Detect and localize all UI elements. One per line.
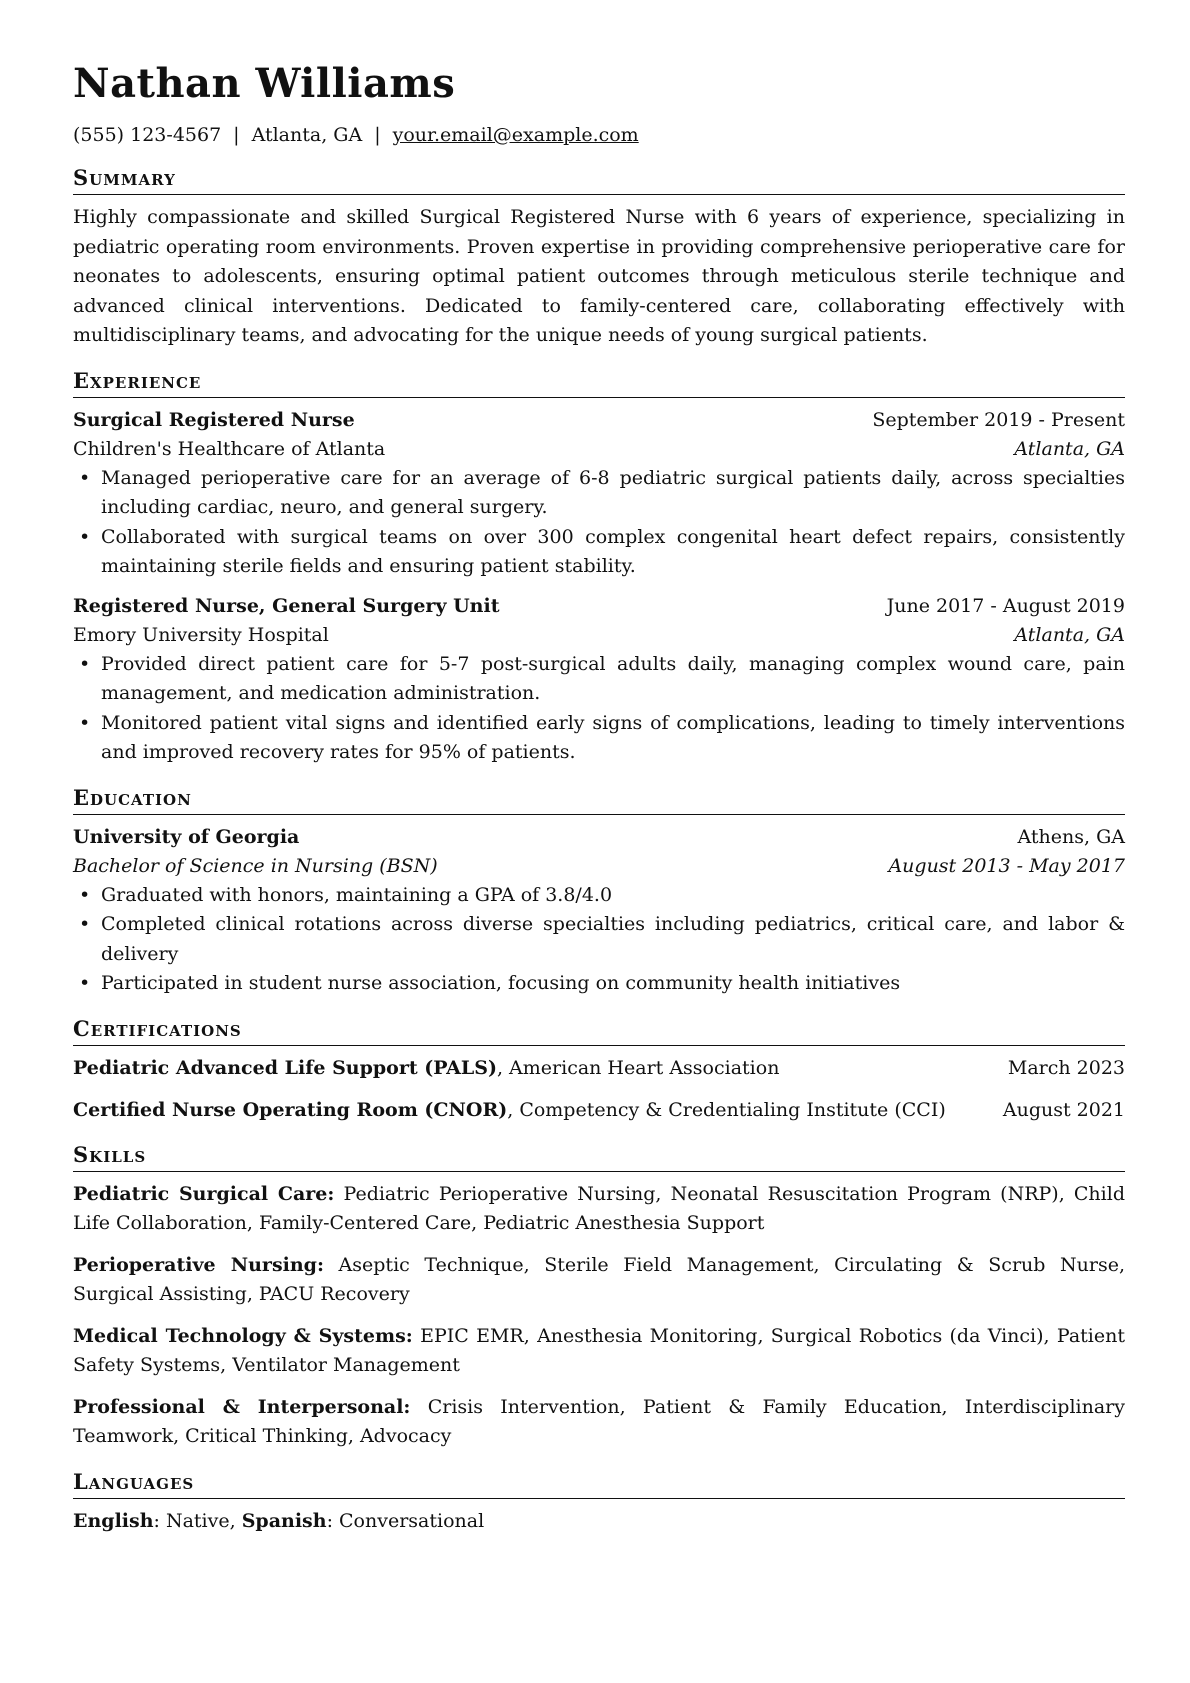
- bullet-icon: •: [79, 466, 91, 489]
- skills-heading: Skills: [73, 1139, 1125, 1172]
- job-title-row: [73, 592, 1125, 621]
- language-name: Spanish: [241, 1509, 327, 1532]
- bullet-icon: •: [79, 883, 91, 906]
- email-link[interactable]: your.email@example.com: [392, 124, 639, 146]
- phone-number: (555) 123-4567: [73, 124, 222, 146]
- list-item: • Managed perioperative care for an average of 6-8 pediatric surgical patients daily, across specialties including cardiac, neuro, and general surgery.: [73, 464, 1125, 523]
- skill-group-text: EPIC EMR, Anesthesia Monitoring, Surgical Robotics (da Vinci), Patient Safety Systems, Ventilator Management: [73, 1324, 1125, 1376]
- degree-dates: August 2013 - May 2017: [888, 854, 1125, 877]
- bullet-icon: •: [79, 913, 91, 935]
- skill-group-label: Perioperative Nursing:: [73, 1253, 324, 1276]
- job-entry: [73, 406, 1125, 582]
- list-item: • Collaborated with surgical teams on over 300 complex congenital heart defect repairs, consistently maintaining sterile fields and ensuring patient stability.: [73, 523, 1125, 582]
- summary-text: Highly compassionate and skilled Surgical Registered Nurse with 6 years of experience, specializing in pediatric operating room environments. Proven expertise in providing comprehensive perioperative care for neonates to adolescents, ensuring optimal patient outcomes through meticulous sterile technique and advanced clinical interventions. Dedicated to family-centered care, collaborating effectively with multidisciplinary teams, and advocating for the unique needs of young surgical patients.: [73, 206, 1125, 346]
- school-location: Athens, GA: [1017, 825, 1125, 848]
- bullet-icon: •: [79, 711, 91, 734]
- candidate-name: Nathan Williams: [73, 60, 456, 107]
- job-title-row: [73, 406, 1125, 435]
- languages-heading: Languages: [73, 1466, 1125, 1499]
- certification-item: [73, 1054, 1125, 1083]
- list-item: • Completed clinical rotations across diverse specialties including pediatrics, critical care, and labor & delivery: [73, 910, 1125, 969]
- job-employer-row: [73, 435, 1125, 464]
- school-row: [73, 823, 1125, 852]
- skill-group-text: Pediatric Perioperative Nursing, Neonatal Resuscitation Program (NRP), Child Life Collaboration, Family-Centered Care, Pediatric Anesthesia Support: [73, 1182, 1125, 1234]
- skill-group-text: Crisis Intervention, Patient & Family Education, Interdisciplinary Teamwork, Critical Thinking, Advocacy: [73, 1395, 1125, 1447]
- bullet-icon: •: [79, 972, 91, 994]
- job-bullets: [73, 464, 1125, 582]
- certification-item: [73, 1096, 1125, 1125]
- certification-name: Certified Nurse Operating Room (CNOR): [73, 1098, 508, 1121]
- skill-group-text: Aseptic Technique, Sterile Field Management, Circulating & Scrub Nurse, Surgical Assisting, PACU Recovery: [73, 1253, 1125, 1305]
- location: Atlanta, GA: [251, 124, 363, 146]
- language-level: : Conversational: [326, 1509, 485, 1532]
- school-name: University of Georgia: [73, 825, 300, 848]
- list-item: • Monitored patient vital signs and identified early signs of complications, leading to timely interventions and improved recovery rates for 95% of patients.: [73, 709, 1125, 768]
- languages-line: [73, 1507, 1125, 1536]
- job-bullets: [73, 650, 1125, 768]
- job-role: Surgical Registered Nurse: [73, 408, 355, 431]
- certification-issuer: , American Heart Association: [496, 1056, 780, 1079]
- job-role: Registered Nurse, General Surgery Unit: [73, 594, 500, 617]
- education-entry: [73, 823, 1125, 999]
- contact-separator: |: [233, 124, 240, 146]
- bullet-icon: •: [79, 652, 91, 675]
- job-dates: September 2019 - Present: [872, 408, 1125, 431]
- bullet-icon: •: [79, 525, 91, 548]
- skill-group-label: Medical Technology & Systems:: [73, 1324, 413, 1347]
- job-employer: Emory University Hospital: [73, 623, 329, 646]
- summary-heading: Summary: [73, 162, 1125, 195]
- job-employer-row: [73, 621, 1125, 650]
- contact-line: [73, 122, 1125, 148]
- certification-date: March 2023: [1007, 1056, 1125, 1079]
- resume-page: [73, 56, 1125, 1536]
- certification-issuer: , Competency & Credentialing Institute (CCI): [507, 1098, 946, 1121]
- degree-name: Bachelor of Science in Nursing (BSN): [73, 854, 438, 877]
- language-level: : Native,: [153, 1509, 242, 1532]
- degree-row: [73, 852, 1125, 881]
- list-item: • Participated in student nurse association, focusing on community health initiatives: [73, 969, 1125, 999]
- certification-date: August 2021: [1002, 1098, 1125, 1121]
- job-employer: Children's Healthcare of Atlanta: [73, 437, 386, 460]
- skill-group: [73, 1251, 1125, 1310]
- contact-separator: |: [374, 124, 381, 146]
- resume-header: [73, 56, 1125, 148]
- job-location: Atlanta, GA: [1014, 437, 1125, 460]
- certifications-heading: Certifications: [73, 1013, 1125, 1046]
- job-dates: June 2017 - August 2019: [886, 594, 1125, 617]
- job-location: Atlanta, GA: [1014, 623, 1125, 646]
- experience-heading: Experience: [73, 365, 1125, 398]
- job-entry: [73, 592, 1125, 768]
- education-heading: Education: [73, 782, 1125, 815]
- list-item: • Graduated with honors, maintaining a GPA of 3.8/4.0: [73, 881, 1125, 911]
- skill-group: [73, 1180, 1125, 1239]
- list-item: • Provided direct patient care for 5-7 post-surgical adults daily, managing complex wound care, pain management, and medication administration.: [73, 650, 1125, 709]
- language-name: English: [73, 1509, 154, 1532]
- skill-group: [73, 1393, 1125, 1452]
- education-bullets: [73, 881, 1125, 999]
- skill-group-label: Pediatric Surgical Care:: [73, 1182, 335, 1205]
- certification-name: Pediatric Advanced Life Support (PALS): [73, 1056, 497, 1079]
- skill-group-label: Professional & Interpersonal:: [73, 1395, 411, 1418]
- skill-group: [73, 1322, 1125, 1381]
